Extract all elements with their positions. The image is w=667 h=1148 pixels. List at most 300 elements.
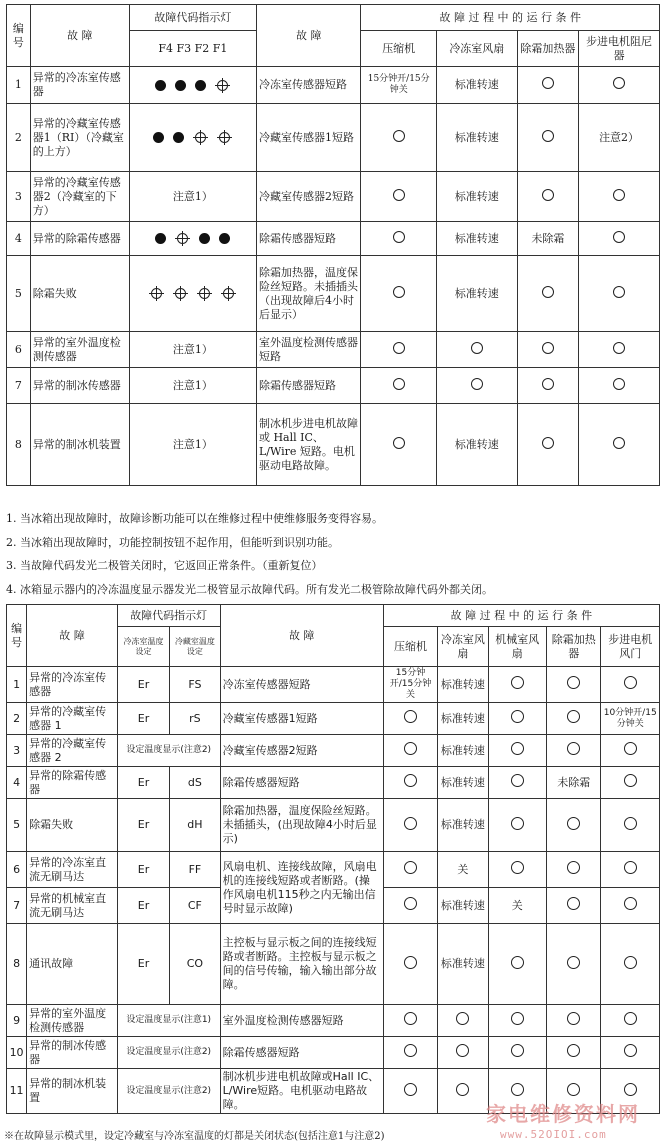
fridge-code: CF	[170, 888, 220, 924]
fault-name: 异常的冷冻室传感器	[27, 667, 118, 703]
circle-mark	[567, 1012, 580, 1025]
circle-mark	[511, 710, 524, 723]
condition-cell	[383, 924, 437, 1005]
circle-mark	[613, 342, 625, 354]
condition-cell: 15分钟开/15分钟关	[361, 67, 436, 104]
condition-cell	[383, 1037, 437, 1069]
circle-mark	[567, 710, 580, 723]
circle-mark	[624, 956, 637, 969]
notes	[6, 507, 660, 601]
circle-mark	[393, 342, 405, 354]
condition-cell: 标准转速	[438, 924, 488, 1005]
note-2: 2. 当冰箱出现故障时，功能控制按钮不起作用，但能听到识别功能。	[6, 535, 339, 549]
circle-mark	[542, 130, 554, 142]
circle-mark	[404, 861, 417, 874]
circle-mark	[613, 437, 625, 449]
note-1: 1. 当冰箱出现故障时，故障诊断功能可以在维修过程中使维修服务变得容易。	[6, 512, 383, 525]
circle-mark	[567, 1083, 580, 1096]
led-indicator: 注意1）	[129, 404, 256, 486]
condition-cell	[547, 924, 601, 1005]
row-number: 5	[7, 799, 27, 852]
fault-name: 异常的冷藏室传感器 1	[27, 703, 118, 735]
fault-detail: 冷藏室传感器1短路	[220, 703, 383, 735]
table-row	[7, 222, 660, 256]
header-compressor: 压缩机	[361, 31, 436, 67]
condition-cell	[361, 222, 436, 256]
condition-cell: 标准转速	[436, 104, 517, 172]
table-row	[7, 172, 660, 222]
row-number: 8	[7, 924, 27, 1005]
freezer-code: Er	[117, 852, 169, 888]
fault-detail: 室外温度检测传感器短路	[220, 1005, 383, 1037]
condition-cell	[488, 799, 546, 852]
circle-mark	[624, 1044, 637, 1057]
header-fault-detail: 故 障	[220, 605, 383, 667]
circle-mark	[624, 742, 637, 755]
condition-cell	[361, 404, 436, 486]
circle-mark	[613, 189, 625, 201]
fault-name: 除霜失败	[27, 799, 118, 852]
fault-detail: 除霜传感器短路	[220, 1037, 383, 1069]
fault-name: 除霜失败	[30, 256, 129, 332]
fault-detail: 除霜传感器短路	[256, 368, 361, 404]
header-no: 编号	[7, 5, 31, 67]
led-setting-display: 设定温度显示(注意2)	[117, 1037, 220, 1069]
condition-cell	[488, 1037, 546, 1069]
freezer-code: Er	[117, 924, 169, 1005]
circle-mark	[542, 286, 554, 298]
fridge-code: dS	[170, 767, 220, 799]
condition-cell	[361, 104, 436, 172]
condition-cell: 关	[488, 888, 546, 924]
circle-mark	[542, 189, 554, 201]
circle-mark	[624, 1083, 637, 1096]
circle-mark	[542, 437, 554, 449]
condition-cell	[436, 368, 517, 404]
condition-cell	[383, 703, 437, 735]
condition-cell	[361, 368, 436, 404]
condition-cell: 未除霜	[547, 767, 601, 799]
table-row	[7, 332, 660, 368]
circle-mark	[567, 676, 580, 689]
condition-cell	[517, 172, 578, 222]
header-freezer-fan: 冷冻室风扇	[436, 31, 517, 67]
condition-cell: 关	[438, 852, 488, 888]
condition-cell	[438, 1037, 488, 1069]
led-blink-icon	[197, 286, 212, 301]
condition-cell	[488, 924, 546, 1005]
condition-cell	[579, 368, 660, 404]
header-stepper-damper: 步进电机风门	[601, 627, 660, 667]
header-machine-fan: 机械室风扇	[488, 627, 546, 667]
fault-detail: 制冰机步进电机故障或Hall IC、L/Wire短路。电机驱动电路故障。	[220, 1069, 383, 1114]
circle-mark	[404, 1012, 417, 1025]
circle-mark	[624, 817, 637, 830]
fault-name: 异常的冷冻室直流无刷马达	[27, 852, 118, 888]
table-row	[7, 799, 660, 852]
table-row	[7, 404, 660, 486]
circle-mark	[567, 897, 580, 910]
circle-mark	[511, 742, 524, 755]
header-led-group: 故障代码指示灯	[117, 605, 220, 627]
circle-mark	[404, 956, 417, 969]
condition-cell	[438, 1069, 488, 1114]
condition-cell	[601, 1005, 660, 1037]
header-freezer-fan: 冷冻室风扇	[438, 627, 488, 667]
circle-mark	[393, 286, 405, 298]
condition-cell	[517, 104, 578, 172]
freezer-code: Er	[117, 888, 169, 924]
condition-cell	[383, 799, 437, 852]
condition-cell	[601, 767, 660, 799]
header-compressor: 压缩机	[383, 627, 437, 667]
fault-table-2	[6, 604, 660, 1114]
condition-cell: 15分钟开/15分钟关	[383, 667, 437, 703]
header-fault: 故 障	[30, 5, 129, 67]
condition-cell	[547, 888, 601, 924]
table-row	[7, 667, 660, 703]
row-number: 6	[7, 332, 31, 368]
led-on-icon	[195, 80, 206, 91]
circle-mark	[511, 956, 524, 969]
fault-name: 异常的除霜传感器	[30, 222, 129, 256]
fault-name: 异常的除霜传感器	[27, 767, 118, 799]
circle-mark	[511, 774, 524, 787]
condition-cell	[383, 1005, 437, 1037]
condition-cell	[601, 1037, 660, 1069]
fault-detail: 冷冻室传感器短路	[220, 667, 383, 703]
table-row	[7, 924, 660, 1005]
fridge-code: CO	[170, 924, 220, 1005]
condition-cell	[361, 256, 436, 332]
led-blink-icon	[149, 286, 164, 301]
circle-mark	[542, 342, 554, 354]
table-row	[7, 852, 660, 888]
circle-mark	[567, 742, 580, 755]
condition-cell	[579, 67, 660, 104]
note-4: 4. 冰箱显示器内的冷冻温度显示器发光二极管显示故障代码。所有发光二极管除故障代码外都关闭。	[6, 582, 493, 596]
led-on-icon	[219, 233, 230, 244]
watermark-logo: 家电维修资料网	[486, 1102, 640, 1126]
header-led-group: 故障代码指示灯	[129, 5, 256, 31]
led-setting-display: 设定温度显示(注意2)	[117, 1069, 220, 1114]
condition-cell	[488, 1005, 546, 1037]
circle-mark	[511, 817, 524, 830]
led-indicator: 注意1）	[129, 172, 256, 222]
fault-detail: 制冰机步进电机故障或 Hall IC、L/Wire 短路。电机驱动电路故障。	[256, 404, 361, 486]
circle-mark	[567, 956, 580, 969]
row-number: 4	[7, 767, 27, 799]
circle-mark	[511, 676, 524, 689]
circle-mark	[624, 774, 637, 787]
circle-mark	[511, 1012, 524, 1025]
led-group	[132, 78, 254, 93]
led-setting-display: 设定温度显示(注意2)	[117, 735, 220, 767]
condition-cell	[579, 404, 660, 486]
condition-cell	[517, 67, 578, 104]
table-row	[7, 735, 660, 767]
condition-cell: 未除霜	[517, 222, 578, 256]
circle-mark	[404, 1083, 417, 1096]
led-indicator: 注意1）	[129, 332, 256, 368]
condition-cell	[547, 667, 601, 703]
condition-cell	[601, 735, 660, 767]
fault-name: 异常的制冰传感器	[30, 368, 129, 404]
circle-mark	[393, 130, 405, 142]
condition-cell	[383, 852, 437, 888]
freezer-code: Er	[117, 667, 169, 703]
circle-mark	[567, 817, 580, 830]
led-indicator	[129, 256, 256, 332]
condition-cell: 标准转速	[438, 888, 488, 924]
row-number: 3	[7, 735, 27, 767]
led-on-icon	[155, 233, 166, 244]
condition-cell: 标准转速	[438, 667, 488, 703]
circle-mark	[542, 77, 554, 89]
condition-cell	[601, 924, 660, 1005]
fault-name: 异常的室外温度检测传感器	[30, 332, 129, 368]
condition-cell	[579, 256, 660, 332]
condition-cell: 标准转速	[438, 703, 488, 735]
condition-cell	[488, 735, 546, 767]
condition-cell	[601, 799, 660, 852]
row-number: 7	[7, 888, 27, 924]
fault-detail: 主控板与显示板之间的连接线短路或者断路。主控板与显示板之间的信号传输，输入输出部分故障。	[220, 924, 383, 1005]
row-number: 1	[7, 67, 31, 104]
freezer-code: Er	[117, 703, 169, 735]
row-number: 7	[7, 368, 31, 404]
led-indicator: 注意1）	[129, 368, 256, 404]
circle-mark	[542, 378, 554, 390]
circle-mark	[404, 742, 417, 755]
circle-mark	[456, 1083, 469, 1096]
led-on-icon	[199, 233, 210, 244]
row-number: 2	[7, 703, 27, 735]
table-row	[7, 368, 660, 404]
condition-cell	[547, 703, 601, 735]
circle-mark	[511, 1044, 524, 1057]
header-fault: 故 障	[27, 605, 118, 667]
circle-mark	[393, 378, 405, 390]
fault-detail: 冷冻室传感器短路	[256, 67, 361, 104]
led-on-icon	[153, 132, 164, 143]
condition-cell	[488, 767, 546, 799]
condition-cell: 标准转速	[436, 67, 517, 104]
circle-mark	[456, 1012, 469, 1025]
condition-cell	[579, 172, 660, 222]
footnote: ※在故障显示模式里，设定冷藏室与冷冻室温度的灯都是关闭状态(包括注意1与注意2)	[4, 1131, 385, 1142]
watermark-url: www.52OIOI.com	[500, 1128, 607, 1141]
led-setting-display: 设定温度显示(注意1)	[117, 1005, 220, 1037]
condition-cell: 标准转速	[438, 735, 488, 767]
header-no: 编号	[7, 605, 27, 667]
circle-mark	[456, 1044, 469, 1057]
condition-cell	[361, 172, 436, 222]
led-indicator	[129, 67, 256, 104]
led-blink-icon	[173, 286, 188, 301]
header-freezer-setting: 冷冻室温度设定	[117, 627, 169, 667]
condition-cell	[547, 735, 601, 767]
condition-cell	[601, 888, 660, 924]
row-number: 8	[7, 404, 31, 486]
table-row	[7, 703, 660, 735]
circle-mark	[567, 1044, 580, 1057]
fault-detail: 除霜传感器短路	[256, 222, 361, 256]
condition-cell: 标准转速	[436, 222, 517, 256]
condition-cell	[488, 667, 546, 703]
led-blink-icon	[175, 231, 190, 246]
row-number: 11	[7, 1069, 27, 1114]
circle-mark	[624, 1012, 637, 1025]
circle-mark	[404, 897, 417, 910]
circle-mark	[393, 437, 405, 449]
fault-name: 异常的冷藏室传感器2（冷藏室的下方）	[30, 172, 129, 222]
condition-cell: 标准转速	[438, 799, 488, 852]
row-number: 2	[7, 104, 31, 172]
table-row	[7, 767, 660, 799]
fridge-code: FF	[170, 852, 220, 888]
freezer-code: Er	[117, 799, 169, 852]
condition-cell	[547, 852, 601, 888]
fault-detail: 冷藏室传感器2短路	[220, 735, 383, 767]
circle-mark	[404, 817, 417, 830]
header-cond-group: 故 障 过 程 中 的 运 行 条 件	[361, 5, 660, 31]
circle-mark	[613, 378, 625, 390]
freezer-code: Er	[117, 767, 169, 799]
led-indicator	[129, 104, 256, 172]
circle-mark	[624, 676, 637, 689]
fault-name: 异常的机械室直流无刷马达	[27, 888, 118, 924]
fridge-code: rS	[170, 703, 220, 735]
table-row	[7, 67, 660, 104]
fault-name: 异常的冷冻室传感器	[30, 67, 129, 104]
condition-cell	[488, 852, 546, 888]
header-defrost-heater: 除霜加热器	[517, 31, 578, 67]
circle-mark	[393, 231, 405, 243]
circle-mark	[471, 342, 483, 354]
header-led-cols: F4 F3 F2 F1	[129, 31, 256, 67]
table-row	[7, 256, 660, 332]
led-blink-icon	[193, 130, 208, 145]
circle-mark	[393, 189, 405, 201]
condition-cell	[517, 404, 578, 486]
note-3: 3. 当故障代码发光二极管关闭时，它返回正常条件。（重新复位）	[6, 559, 323, 572]
fault-name: 异常的制冰机装置	[27, 1069, 118, 1114]
header-stepper-damper: 步进电机阻尼器	[579, 31, 660, 67]
fault-detail: 除霜加热器，温度保险丝短路。未插插头，(出现故障4小时后显示)	[220, 799, 383, 852]
fridge-code: dH	[170, 799, 220, 852]
condition-cell	[383, 1069, 437, 1114]
fault-name: 异常的制冰机装置	[30, 404, 129, 486]
condition-cell	[361, 332, 436, 368]
row-number: 9	[7, 1005, 27, 1037]
condition-cell: 10分钟开/15分钟关	[601, 703, 660, 735]
condition-cell	[547, 1037, 601, 1069]
fault-detail: 除霜加热器，温度保险丝短路。未插插头（出现故障后4小时后显示）	[256, 256, 361, 332]
condition-cell: 标准转速	[436, 256, 517, 332]
fault-detail: 风扇电机、连接线故障，风扇电机的连接线短路或者断路。(操作风扇电机115秒之内无输出信号时显示故障)	[220, 852, 383, 924]
condition-cell	[601, 852, 660, 888]
fault-table-1	[6, 4, 660, 486]
condition-cell	[438, 1005, 488, 1037]
circle-mark	[624, 861, 637, 874]
led-blink-icon	[221, 286, 236, 301]
led-indicator	[129, 222, 256, 256]
condition-cell	[579, 332, 660, 368]
condition-cell	[517, 256, 578, 332]
led-group	[132, 130, 254, 145]
table-row	[7, 1005, 660, 1037]
led-on-icon	[175, 80, 186, 91]
circle-mark	[511, 861, 524, 874]
led-blink-icon	[217, 130, 232, 145]
circle-mark	[404, 1044, 417, 1057]
circle-mark	[404, 774, 417, 787]
fault-name: 异常的制冰传感器	[27, 1037, 118, 1069]
circle-mark	[567, 861, 580, 874]
circle-mark	[613, 231, 625, 243]
led-group	[132, 286, 254, 301]
fault-name: 异常的室外温度检测传感器	[27, 1005, 118, 1037]
circle-mark	[624, 897, 637, 910]
table-row	[7, 104, 660, 172]
fridge-code: FS	[170, 667, 220, 703]
fault-name: 通讯故障	[27, 924, 118, 1005]
condition-cell	[488, 703, 546, 735]
condition-cell	[579, 222, 660, 256]
circle-mark	[613, 77, 625, 89]
led-on-icon	[155, 80, 166, 91]
circle-mark	[511, 1083, 524, 1096]
row-number: 3	[7, 172, 31, 222]
condition-cell	[601, 667, 660, 703]
row-number: 6	[7, 852, 27, 888]
fault-name: 异常的冷藏室传感器 2	[27, 735, 118, 767]
condition-cell	[383, 888, 437, 924]
fault-name: 异常的冷藏室传感器1（RI）（冷藏室的上方）	[30, 104, 129, 172]
condition-cell	[517, 332, 578, 368]
fault-detail: 冷藏室传感器1短路	[256, 104, 361, 172]
condition-cell	[383, 735, 437, 767]
condition-cell	[547, 1005, 601, 1037]
circle-mark	[613, 286, 625, 298]
fault-detail: 除霜传感器短路	[220, 767, 383, 799]
header-fridge-setting: 冷藏室温度设定	[170, 627, 220, 667]
led-group	[132, 231, 254, 246]
header-fault-detail: 故 障	[256, 5, 361, 67]
condition-cell: 注意2）	[579, 104, 660, 172]
row-number: 1	[7, 667, 27, 703]
condition-cell	[517, 368, 578, 404]
condition-cell: 标准转速	[436, 172, 517, 222]
header-cond-group: 故 障 过 程 中 的 运 行 条 件	[383, 605, 659, 627]
fault-detail: 冷藏室传感器2短路	[256, 172, 361, 222]
row-number: 10	[7, 1037, 27, 1069]
circle-mark	[471, 378, 483, 390]
condition-cell	[383, 767, 437, 799]
condition-cell	[547, 799, 601, 852]
led-on-icon	[173, 132, 184, 143]
row-number: 4	[7, 222, 31, 256]
circle-mark	[404, 710, 417, 723]
row-number: 5	[7, 256, 31, 332]
fault-detail: 室外温度检测传感器短路	[256, 332, 361, 368]
condition-cell	[436, 332, 517, 368]
table-row	[7, 1037, 660, 1069]
led-blink-icon	[215, 78, 230, 93]
header-defrost-heater: 除霜加热器	[547, 627, 601, 667]
condition-cell: 标准转速	[438, 767, 488, 799]
